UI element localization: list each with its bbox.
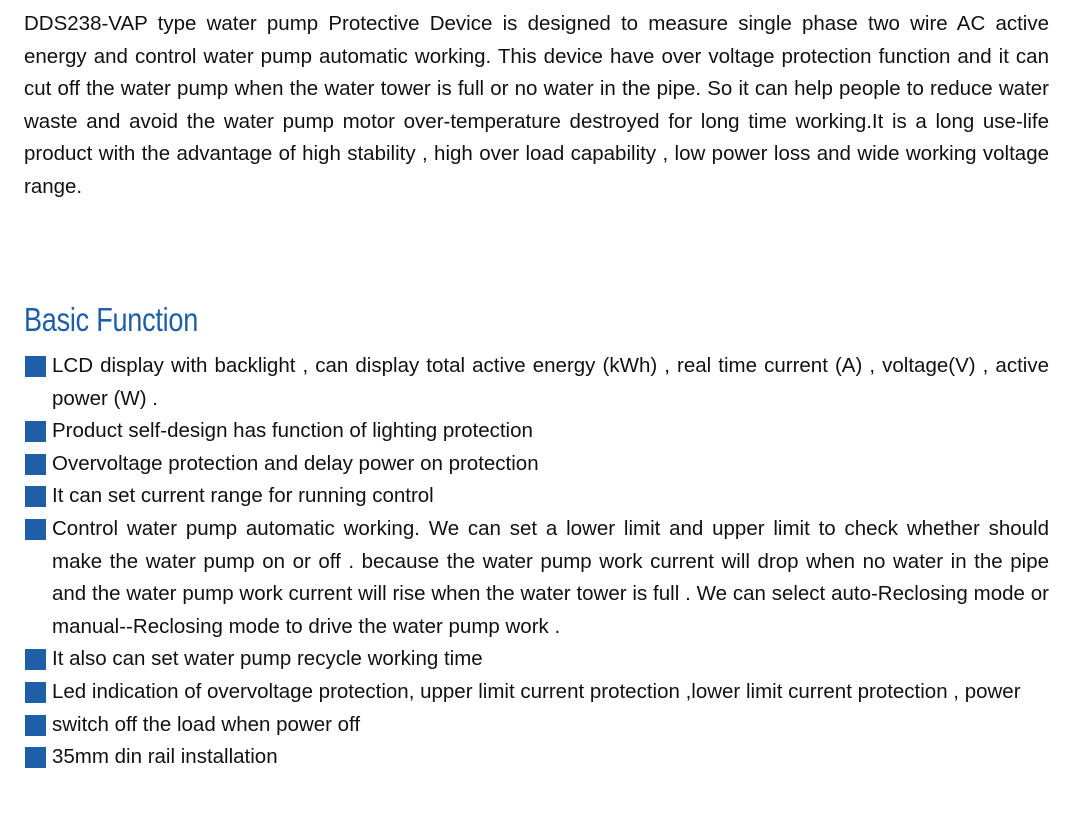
- section-title: Basic Function: [24, 301, 199, 338]
- feature-item: [24, 480, 1049, 513]
- feature-item: [24, 415, 1049, 448]
- feature-text: LCD display with backlight , can display total active energy (kWh) , real time current (A) , voltage(V) , active power (W) .: [52, 354, 1049, 410]
- feature-item: [24, 448, 1049, 481]
- feature-item: [24, 643, 1049, 676]
- square-bullet-icon: [25, 747, 46, 768]
- feature-item: [24, 676, 1049, 709]
- feature-list: [24, 350, 1049, 774]
- square-bullet-icon: [25, 421, 46, 442]
- feature-text: switch off the load when power off: [52, 712, 361, 736]
- square-bullet-icon: [25, 454, 46, 475]
- feature-text: It also can set water pump recycle working time: [52, 647, 483, 671]
- feature-text: Control water pump automatic working. We can set a lower limit and upper limit to check whether should make the water pump on or off . because the water pump work current will drop when no water in the pipe and the water pump work current will rise when the water tower is full . We can select auto-Reclosing mode or manual--Reclosing mode to drive the water pump work .: [52, 516, 1049, 638]
- square-bullet-icon: [25, 486, 46, 507]
- feature-text: 35mm din rail installation: [52, 745, 278, 769]
- feature-text: Led indication of overvoltage protection, upper limit current protection ,lower limit current protection , power: [52, 679, 1021, 703]
- feature-text: Overvoltage protection and delay power on protection: [52, 451, 539, 475]
- feature-item: [24, 350, 1049, 415]
- feature-item: [24, 513, 1049, 643]
- feature-text: Product self-design has function of lighting protection: [52, 419, 533, 443]
- square-bullet-icon: [25, 356, 46, 377]
- intro-paragraph: DDS238-VAP type water pump Protective Device is designed to measure single phase two wire AC active energy and control water pump automatic working. This device have over voltage protection function and it can cut off the water pump when the water tower is full or no water in the pipe. So it can help people to reduce water waste and avoid the water pump motor over-temperature destroyed for long time working.It is a long use-life product with the advantage of high stability , high over load capability , low power loss and wide working voltage range.: [24, 12, 1049, 198]
- square-bullet-icon: [25, 682, 46, 703]
- square-bullet-icon: [25, 519, 46, 540]
- feature-text: It can set current range for running control: [52, 484, 434, 508]
- square-bullet-icon: [25, 715, 46, 736]
- feature-item: [24, 709, 1049, 742]
- square-bullet-icon: [25, 649, 46, 670]
- feature-item: [24, 741, 1049, 774]
